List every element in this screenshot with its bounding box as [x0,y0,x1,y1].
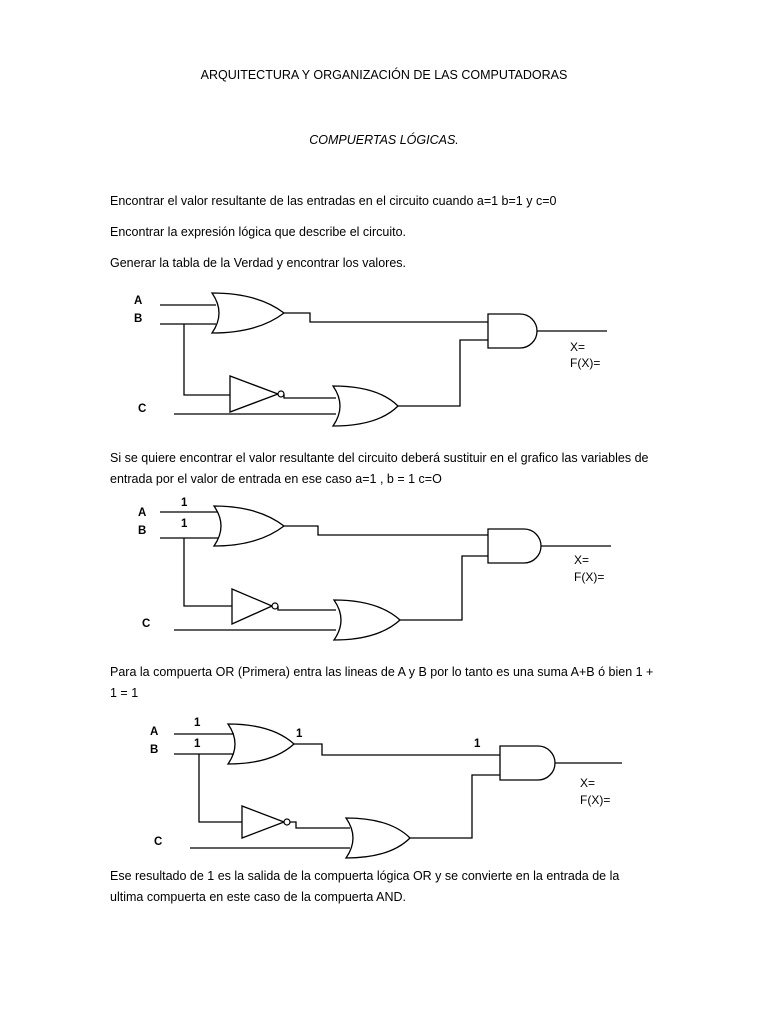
wire-not-to-or2 [290,822,350,828]
wire-b-to-not [184,538,232,606]
input-label-b: B [134,313,143,325]
wire-or-to-and [284,526,488,535]
output-x-label: X= [574,553,590,567]
circuit-diagram-3 [0,710,768,860]
output-x-label: X= [580,776,596,790]
or-gate-icon [212,293,284,333]
input-label-c: C [154,836,163,848]
value-or-output: 1 [296,728,303,740]
not-bubble-icon [272,603,278,609]
wire-not-to-or2 [284,394,336,398]
paragraph-or-explanation: Para la compuerta OR (Primera) entra las lineas de A y B por lo tanto es una suma A+B ó bien 1 + 1 = 1 [110,665,654,700]
or-gate-icon [214,506,284,546]
output-fx-label: F(X)= [574,570,605,584]
value-b: 1 [181,518,188,530]
circuit-diagram-2 [0,492,768,642]
output-fx-label: F(X)= [570,356,601,370]
wire-not-to-or2 [278,606,336,610]
and-gate-icon [488,314,537,348]
or-gate-2-icon [346,818,410,858]
value-a: 1 [194,717,201,729]
wire-or2-to-and [410,775,500,838]
or-gate-icon [228,724,294,764]
page-title: ARQUITECTURA Y ORGANIZACIÓN DE LAS COMPUTADORAS [200,68,568,82]
input-label-a: A [150,726,159,738]
instruction-expression: Encontrar la expresión lógica que describe el circuito. [110,225,406,239]
input-label-b: B [138,525,147,537]
or-gate-2-icon [334,600,400,640]
paragraph-substitution: Si se quiere encontrar el valor resultante del circuito deberá sustituir en el grafico las variables de entrada por el valor de entrada en ese caso a=1 , b = 1 c=O [110,451,649,486]
not-bubble-icon [284,819,290,825]
and-gate-icon [488,529,541,563]
not-gate-icon [230,376,278,412]
output-x-label: X= [570,340,586,354]
wire-or-to-and [294,744,500,755]
input-label-c: C [138,403,147,415]
input-label-a: A [134,295,143,307]
not-bubble-icon [278,391,284,397]
wire-or2-to-and [400,556,488,620]
not-gate-icon [232,589,272,624]
wire-b-to-not [184,324,230,395]
circuit-diagram-1 [0,280,768,430]
or-gate-2-icon [333,386,398,426]
and-gate-icon [500,746,555,780]
value-b: 1 [194,738,201,750]
wire-or2-to-and [398,340,488,406]
input-label-b: B [150,744,159,756]
input-label-c: C [142,618,151,630]
wire-or-to-and [284,313,488,322]
instruction-truth-table: Generar la tabla de la Verdad y encontrar los valores. [110,256,407,270]
page-subtitle: COMPUERTAS LÓGICAS. [309,133,459,147]
not-gate-icon [242,806,284,838]
instruction-values: Encontrar el valor resultante de las entradas en el circuito cuando a=1 b=1 y c=0 [110,194,557,208]
paragraph-conclusion: Ese resultado de 1 es la salida de la compuerta lógica OR y se convierte en la entrada de la ultima compuerta en este caso de la compuerta AND. [110,869,620,904]
value-and-input: 1 [474,738,481,750]
input-label-a: A [138,507,147,519]
output-fx-label: F(X)= [580,793,611,807]
value-a: 1 [181,497,188,509]
